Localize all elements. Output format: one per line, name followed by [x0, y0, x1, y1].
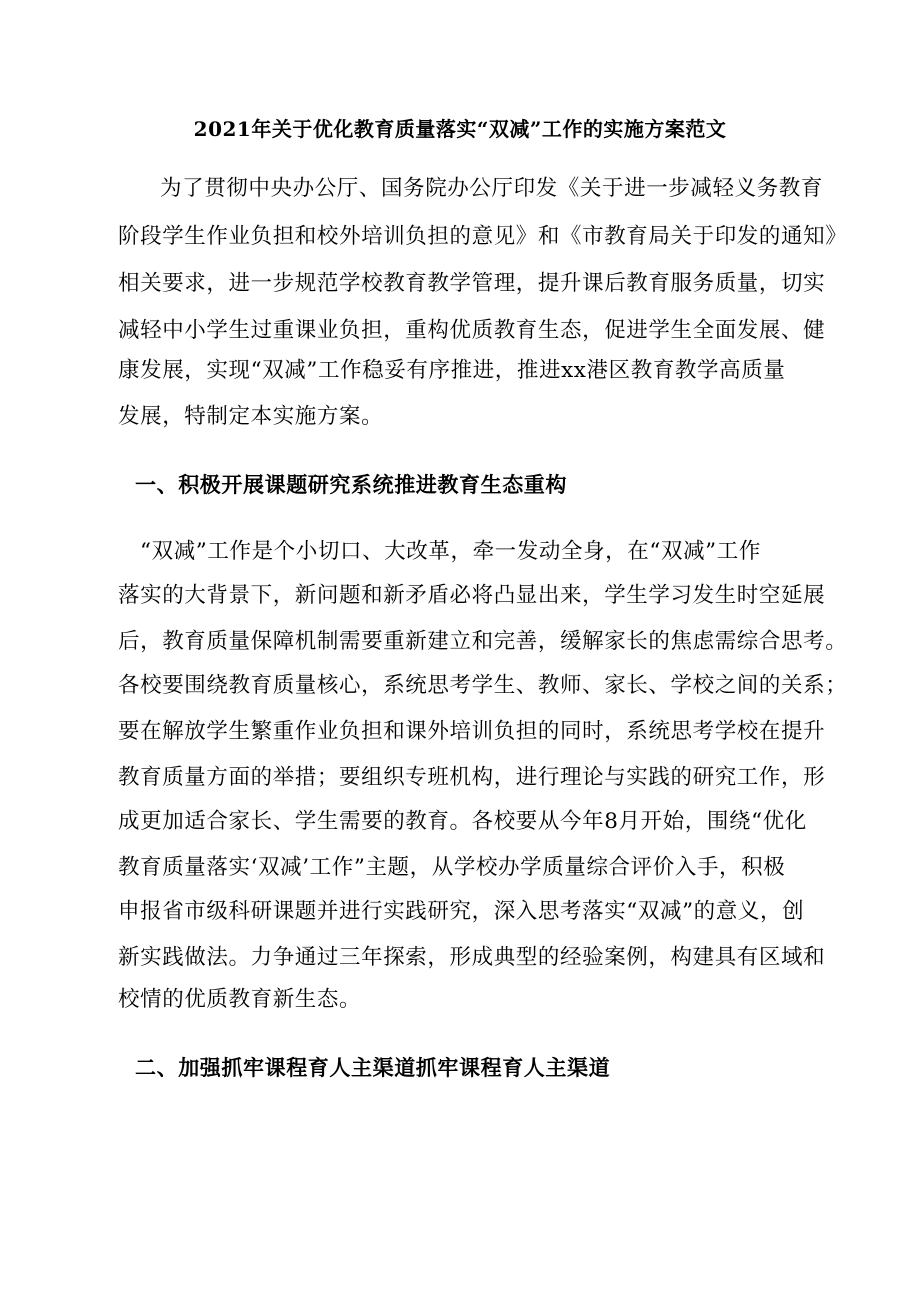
section1-paragraph-line: 新实践做法。力争通过三年探索，形成典型的经验案例，构建具有区域和 [118, 945, 826, 970]
intro-paragraph-line: 发展，特制定本实施方案。 [118, 404, 384, 429]
intro-paragraph-line: 减轻中小学生过重课业负担，重构优质教育生态，促进学生全面发展、健 [118, 318, 826, 343]
section1-paragraph-line: 后，教育质量保障机制需要重新建立和完善，缓解家长的焦虑需综合思考。 [118, 629, 848, 654]
section1-paragraph-line: “双减”工作是个小切口、大改革，牵一发动全身，在“双减”工作 [140, 539, 761, 564]
section1-paragraph-line: 申报省市级科研课题并进行实践研究，深入思考落实“双减”的意义，创 [118, 899, 805, 924]
document-title: 2021年关于优化教育质量落实“双减”工作的实施方案范文 [193, 117, 727, 141]
intro-paragraph-line: 康发展，实现“双减”工作稳妥有序推进，推进xx港区教育教学高质量 [118, 358, 786, 383]
section1-paragraph-line: 教育质量方面的举措；要组织专班机构，进行理论与实践的研究工作，形 [118, 765, 826, 790]
section1-paragraph-line: 要在解放学生繁重作业负担和课外培训负担的同时，系统思考学校在提升 [118, 719, 826, 744]
section1-paragraph-line: 校情的优质教育新生态。 [118, 987, 362, 1012]
section1-paragraph-line: 教育质量落实‘双减’工作”主题，从学校办学质量综合评价入手，积极 [118, 855, 786, 880]
section1-paragraph-line: 成更加适合家长、学生需要的教育。各校要从今年8月开始，围绕“优化 [118, 809, 807, 834]
intro-paragraph-line: 阶段学生作业负担和校外培训负担的意见》和《市教育局关于印发的通知》 [118, 224, 848, 249]
intro-paragraph-line: 相关要求，进一步规范学校教育教学管理，提升课后教育服务质量，切实 [118, 271, 826, 296]
section-heading-2: 二、加强抓牢课程育人主渠道抓牢课程育人主渠道 [135, 1055, 611, 1080]
intro-paragraph-line: 为了贯彻中央办公厅、国务院办公厅印发《关于进一步减轻义务教育 [160, 176, 824, 201]
section-heading-1: 一、积极开展课题研究系统推进教育生态重构 [135, 472, 567, 497]
section1-paragraph-line: 各校要围绕教育质量核心，系统思考学生、教师、家长、学校之间的关系； [118, 673, 848, 698]
section1-paragraph-line: 落实的大背景下，新问题和新矛盾必将凸显出来，学生学习发生时空延展 [118, 583, 826, 608]
